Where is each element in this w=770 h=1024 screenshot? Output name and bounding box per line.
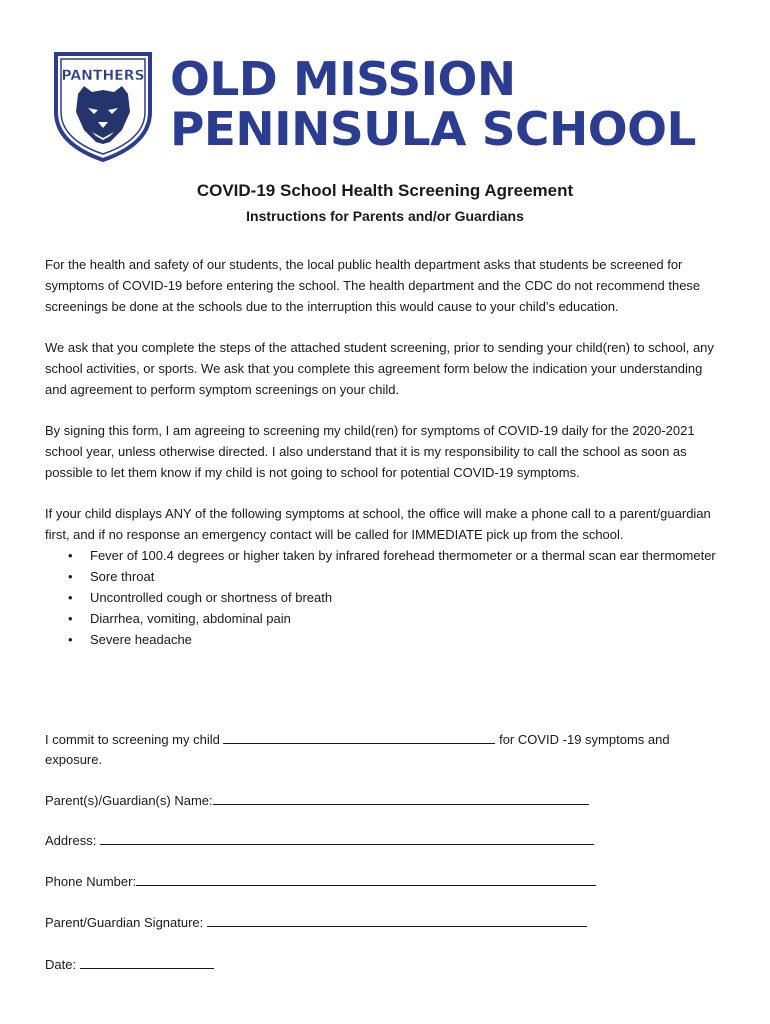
phone-field[interactable] (136, 871, 596, 886)
signature-row (45, 912, 587, 933)
commit-prefix: I commit to screening my child (45, 732, 220, 747)
symptom-item-headache: • Severe headache (45, 629, 725, 650)
symptom-item-sore-throat: • Sore throat (45, 566, 725, 587)
date-field[interactable] (80, 954, 214, 969)
school-name (170, 54, 696, 154)
phone-row (45, 871, 596, 892)
address-label: Address: (45, 833, 97, 848)
school-header (44, 48, 724, 166)
symptom-item-cough: • Uncontrolled cough or shortness of breath (45, 587, 725, 608)
date-row (45, 954, 214, 975)
paragraph-agreement: By signing this form, I am agreeing to screening my child(ren) for symptoms of COVID-19 daily for the 2020-2021 school year, unless otherwise directed. I also understand that it is my responsibility to call the school as soon as possible to let them know if my child is not going to school for potential COVID-19 symptoms. (45, 423, 695, 480)
child-name-field[interactable] (223, 729, 495, 744)
panther-crest-logo (48, 50, 158, 162)
crest-text: PANTHERS (61, 68, 145, 84)
school-name-line2: PENINSULA SCHOOL (170, 102, 696, 156)
commit-suffix: for COVID -19 symptoms and (499, 732, 670, 747)
date-label: Date: (45, 957, 77, 972)
document-subtitle: Instructions for Parents and/or Guardians (246, 208, 524, 224)
paragraph-symptoms-intro: If your child displays ANY of the following symptoms at school, the office will make a phone call to a parent/guardian first, and if no response an emergency contact will be called for IMMEDIATE pick up from the school. (45, 506, 711, 542)
parent-name-label: Parent(s)/Guardian(s) Name: (45, 793, 213, 808)
signature-field[interactable] (207, 912, 587, 927)
phone-label: Phone Number: (45, 874, 137, 889)
parent-name-field[interactable] (213, 790, 589, 805)
commit-line-continued: exposure. (45, 752, 103, 767)
symptom-item-gastro: • Diarrhea, vomiting, abdominal pain (45, 608, 725, 629)
paragraph-intro: For the health and safety of our students, the local public health department asks that students be screened for symptoms of COVID-19 before entering the school. The health department and the CDC do not recommend these screenings be done at the schools due to the interruption this would cause to your child’s education. (45, 257, 701, 314)
address-field[interactable] (100, 830, 594, 845)
paragraph-request: We ask that you complete the steps of the attached student screening, prior to sending your child(ren) to school, any school activities, or sports. We ask that you complete this agreement form below the indication your understanding and agreement to perform symptom screenings on your child. (45, 340, 714, 397)
address-row (45, 830, 594, 851)
document-body (45, 254, 725, 650)
parent-name-row (45, 790, 589, 811)
commit-line (45, 729, 670, 750)
school-name-line1: OLD MISSION (170, 52, 516, 106)
symptom-item-fever: • Fever of 100.4 degrees or higher taken by infrared forehead thermometer or a thermal scan ear thermometer (45, 545, 725, 566)
signature-label: Parent/Guardian Signature: (45, 915, 204, 930)
symptom-list (45, 545, 725, 650)
document-title: COVID-19 School Health Screening Agreement (196, 181, 574, 200)
